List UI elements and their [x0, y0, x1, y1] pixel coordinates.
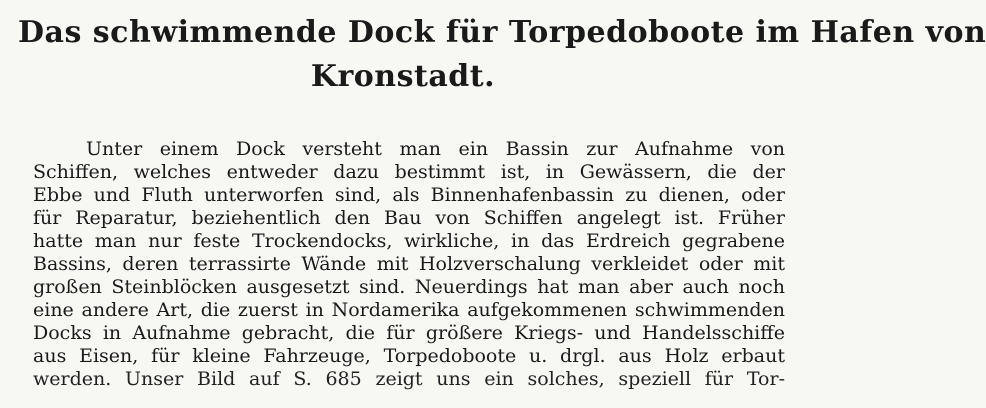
paragraph-line: für Reparatur, beziehentlich den Bau von Schiffen angelegt ist. Früher [33, 207, 785, 229]
article-title-line-2: Kronstadt. [310, 59, 496, 94]
paragraph-line: Unter einem Dock versteht man ein Bassin zur Aufnahme von [86, 138, 785, 160]
paragraph-line: großen Steinblöcken ausgesetzt sind. Neuerdings hat man aber auch noch [33, 276, 785, 298]
paragraph-line: Bassins, deren terrassirte Wände mit Holzverschalung verkleidet oder mit [33, 253, 785, 275]
paragraph-line: Docks in Aufnahme gebracht, die für größere Kriegs- und Handelsschiffe [33, 322, 785, 344]
paragraph-line: eine andere Art, die zuerst in Nordamerika aufgekommenen schwimmenden [33, 299, 785, 321]
paragraph-line: werden. Unser Bild auf S. 685 zeigt uns ein solches, speziell für Tor- [33, 368, 785, 390]
paragraph-line: aus Eisen, für kleine Fahrzeuge, Torpedoboote u. drgl. aus Holz erbaut [33, 345, 785, 367]
paragraph-line: hatte man nur feste Trockendocks, wirkliche, in das Erdreich gegrabene [33, 230, 785, 252]
paragraph-line: Schiffen, welches entweder dazu bestimmt ist, in Gewässern, die der [33, 161, 785, 183]
article-title-line-1: Das schwimmende Dock für Torpedoboote im Hafen von [18, 15, 986, 50]
paragraph-line: Ebbe und Fluth unterworfen sind, als Binnenhafenbassin zu dienen, oder [33, 184, 785, 206]
